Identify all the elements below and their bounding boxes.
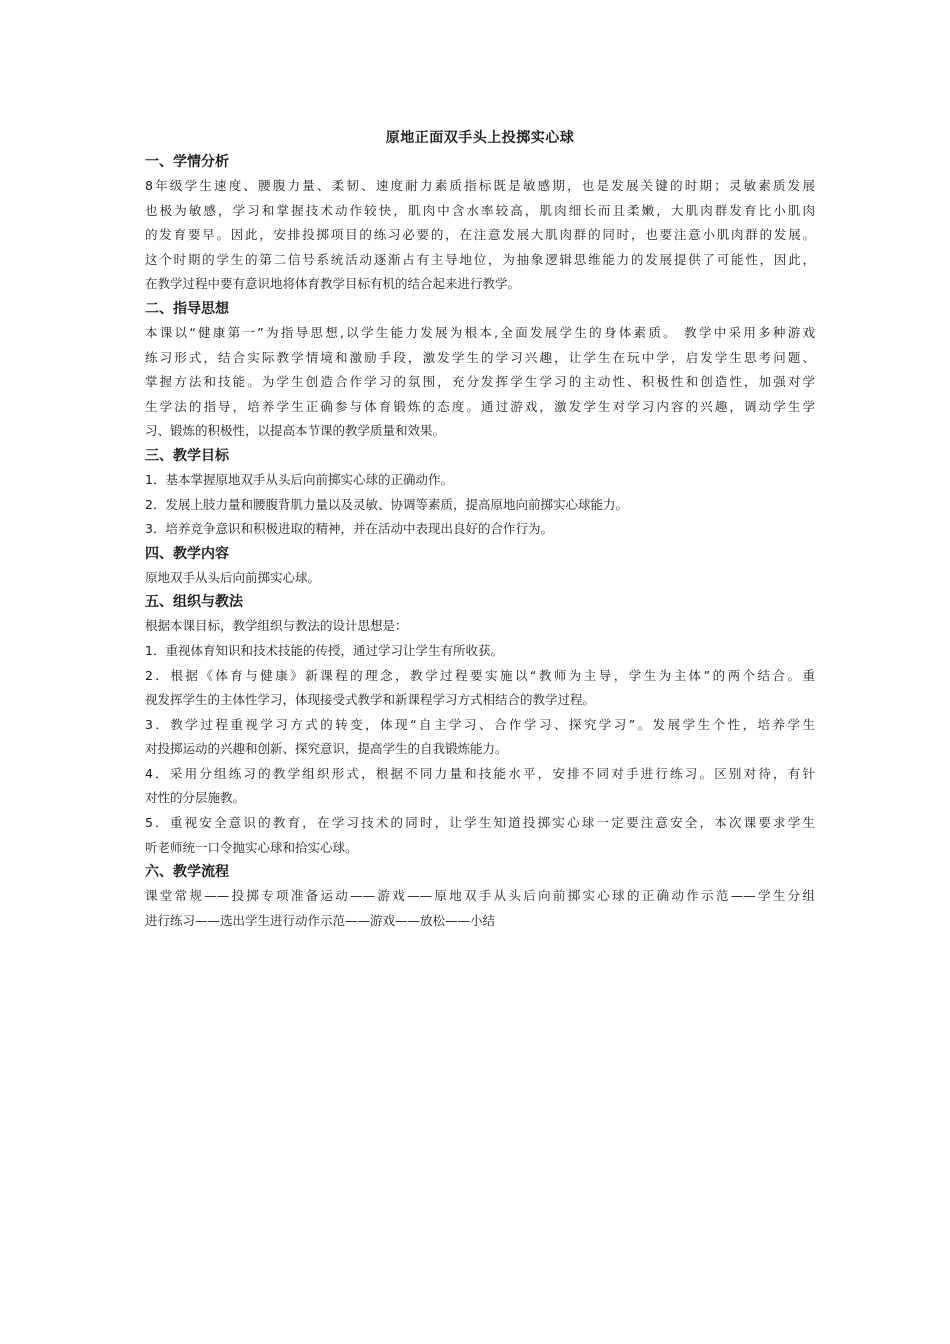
section-teaching-content: [145, 542, 815, 591]
paragraph-line: 习、锻炼的积极性，以提高本节课的教学质量和效果。: [145, 423, 446, 439]
section-heading: 四、教学内容: [145, 545, 229, 562]
section-heading: 三、教学目标: [145, 447, 229, 464]
paragraph-line: 8年级学生速度、腰腹力量、柔韧、速度耐力素质指标既是敏感期，也是发展关键的时期；灵敏素质发展: [145, 178, 815, 193]
section-teaching-process: [145, 860, 815, 933]
section-learning-analysis: [145, 150, 815, 297]
section-heading: 二、指导思想: [145, 300, 229, 317]
list-item: 3．培养竞争意识和积极进取的精神，并在活动中表现出良好的合作行为。: [145, 521, 553, 537]
list-item: 4．采用分组练习的教学组织形式，根据不同力量和技能水平，安排不同对手进行练习。区别对待，有针: [145, 765, 815, 781]
section-guiding-ideology: [145, 297, 815, 444]
paragraph-line: 原地双手从头后向前掷实心球。: [145, 569, 321, 585]
paragraph-line: 根据本课目标，教学组织与教法的设计思想是：: [145, 618, 408, 634]
section-heading: 五、组织与教法: [145, 594, 243, 611]
section-organization-methods: [145, 590, 815, 860]
list-item-continuation: 对投掷运动的兴趣和创新、探究意识，提高学生的自我锻炼能力。: [145, 741, 508, 757]
list-item: 1．重视体育知识和技术技能的传授，通过学习让学生有所收获。: [145, 642, 503, 658]
list-item: 3．教学过程重视学习方式的转变，体现“自主学习、合作学习、探究学习”。发展学生个性，培养学生: [145, 716, 815, 732]
paragraph-line: 进行练习——选出学生进行动作示范——游戏——放松——小结: [145, 912, 496, 928]
paragraph-line: 生学法的指导，培养学生正确参与体育锻炼的态度。通过游戏，激发学生对学习内容的兴趣，调动学生学: [145, 398, 815, 414]
paragraph-line: 的发育要早。因此，安排投掷项目的练习必要的，在注意发展大肌肉群的同时，也要注意小肌肉群的发展。: [145, 227, 815, 243]
section-heading: 六、教学流程: [145, 864, 229, 881]
paragraph-line: 在教学过程中要有意识地将体育教学目标有机的结合起来进行教学。: [145, 276, 521, 292]
paragraph-line: 也极为敏感，学习和掌握技术动作较快，肌肉中含水率较高，肌肉细长而且柔嫩，大肌肉群发育比小肌肉: [145, 202, 815, 218]
paragraph-line: 本课以“健康第一”为指导思想,以学生能力发展为根本,全面发展学生的身体素质。 教学中采用多种游戏: [145, 324, 815, 340]
paragraph-line: 这个时期的学生的第二信号系统活动逐渐占有主导地位，为抽象逻辑思维能力的发展提供了可能性，因此，: [145, 251, 815, 267]
list-item-continuation: 对性的分层施教。: [145, 790, 246, 806]
section-teaching-objectives: [145, 444, 815, 542]
document-page: [145, 126, 815, 933]
list-item: 1．基本掌握原地双手从头后向前掷实心球的正确动作。: [145, 471, 453, 487]
paragraph-line: 课堂常规——投掷专项准备运动——游戏——原地双手从头后向前掷实心球的正确动作示范——学生分组: [145, 888, 815, 904]
list-item: 2．发展上肢力量和腰腹背肌力量以及灵敏、协调等素质，提高原地向前掷实心球能力。: [145, 496, 628, 512]
paragraph-line: 掌握方法和技能。为学生创造合作学习的氛围，充分发挥学生学习的主动性、积极性和创造性，加强对学: [145, 374, 815, 390]
list-item-continuation: 听老师统一口令抛实心球和拾实心球。: [145, 839, 358, 855]
document-title: 原地正面双手头上投掷实心球: [385, 130, 575, 146]
list-item-continuation: 视发挥学生的主体性学习，体现接受式教学和新课程学习方式相结合的教学过程。: [145, 692, 596, 708]
section-heading: 一、学情分析: [145, 154, 229, 170]
list-item: 2．根据《体育与健康》新课程的理念，教学过程要实施以“教师为主导，学生为主体”的两个结合。重: [145, 667, 815, 683]
list-item: 5．重视安全意识的教育，在学习技术的同时，让学生知道投掷实心球一定要注意安全，本次课要求学生: [145, 815, 815, 831]
paragraph-line: 练习形式，结合实际教学情境和激励手段，激发学生的学习兴趣，让学生在玩中学，启发学生思考问题、: [145, 349, 815, 365]
